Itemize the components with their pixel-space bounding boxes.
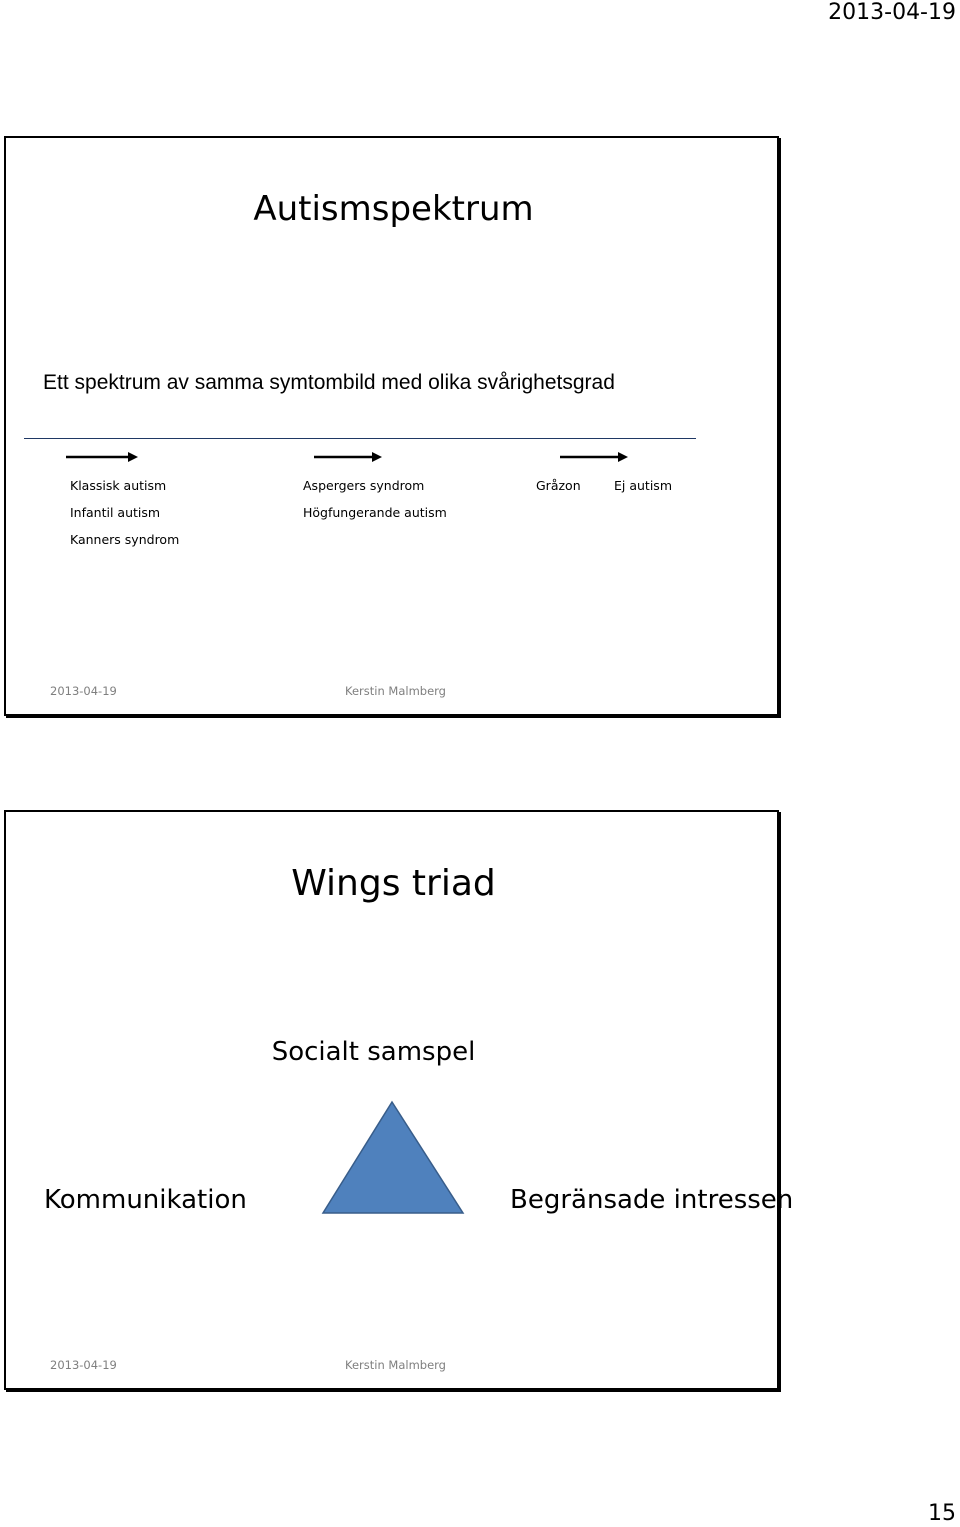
spectrum-label: Klassisk autism (70, 478, 167, 493)
triad-left-label: Kommunikation (44, 1185, 247, 1215)
slide-autismspektrum (4, 136, 779, 716)
triad-triangle (320, 1100, 466, 1216)
spectrum-label: Ej autism (614, 478, 672, 493)
slide-footer-author: Kerstin Malmberg (345, 1358, 446, 1372)
slide-wings-triad (4, 810, 794, 1390)
spectrum-label: Aspergers syndrom (303, 478, 425, 493)
triad-top-label: Socialt samspel (271, 1037, 476, 1067)
slide-title: Autismspektrum (253, 189, 534, 229)
spectrum-label: Infantil autism (70, 505, 161, 520)
right-arrow-icon (314, 451, 382, 463)
spectrum-label: Gråzon (536, 478, 581, 493)
slide-footer-author: Kerstin Malmberg (345, 684, 446, 698)
page-date: 2013-04-19 (828, 0, 956, 25)
spectrum-label: Kanners syndrom (70, 532, 180, 547)
triad-right-label: Begränsade intressen (510, 1185, 794, 1215)
spectrum-line (24, 438, 696, 439)
slide-subtitle: Ett spektrum av samma symtombild med olika svårighetsgrad (43, 371, 615, 394)
spectrum-label: Högfungerande autism (303, 505, 447, 520)
slide-title: Wings triad (291, 863, 496, 904)
page-number: 15 (928, 1501, 956, 1526)
slide-footer-date: 2013-04-19 (50, 684, 117, 698)
right-arrow-icon (560, 451, 628, 463)
right-arrow-icon (66, 451, 138, 463)
slide-footer-date: 2013-04-19 (50, 1358, 117, 1372)
